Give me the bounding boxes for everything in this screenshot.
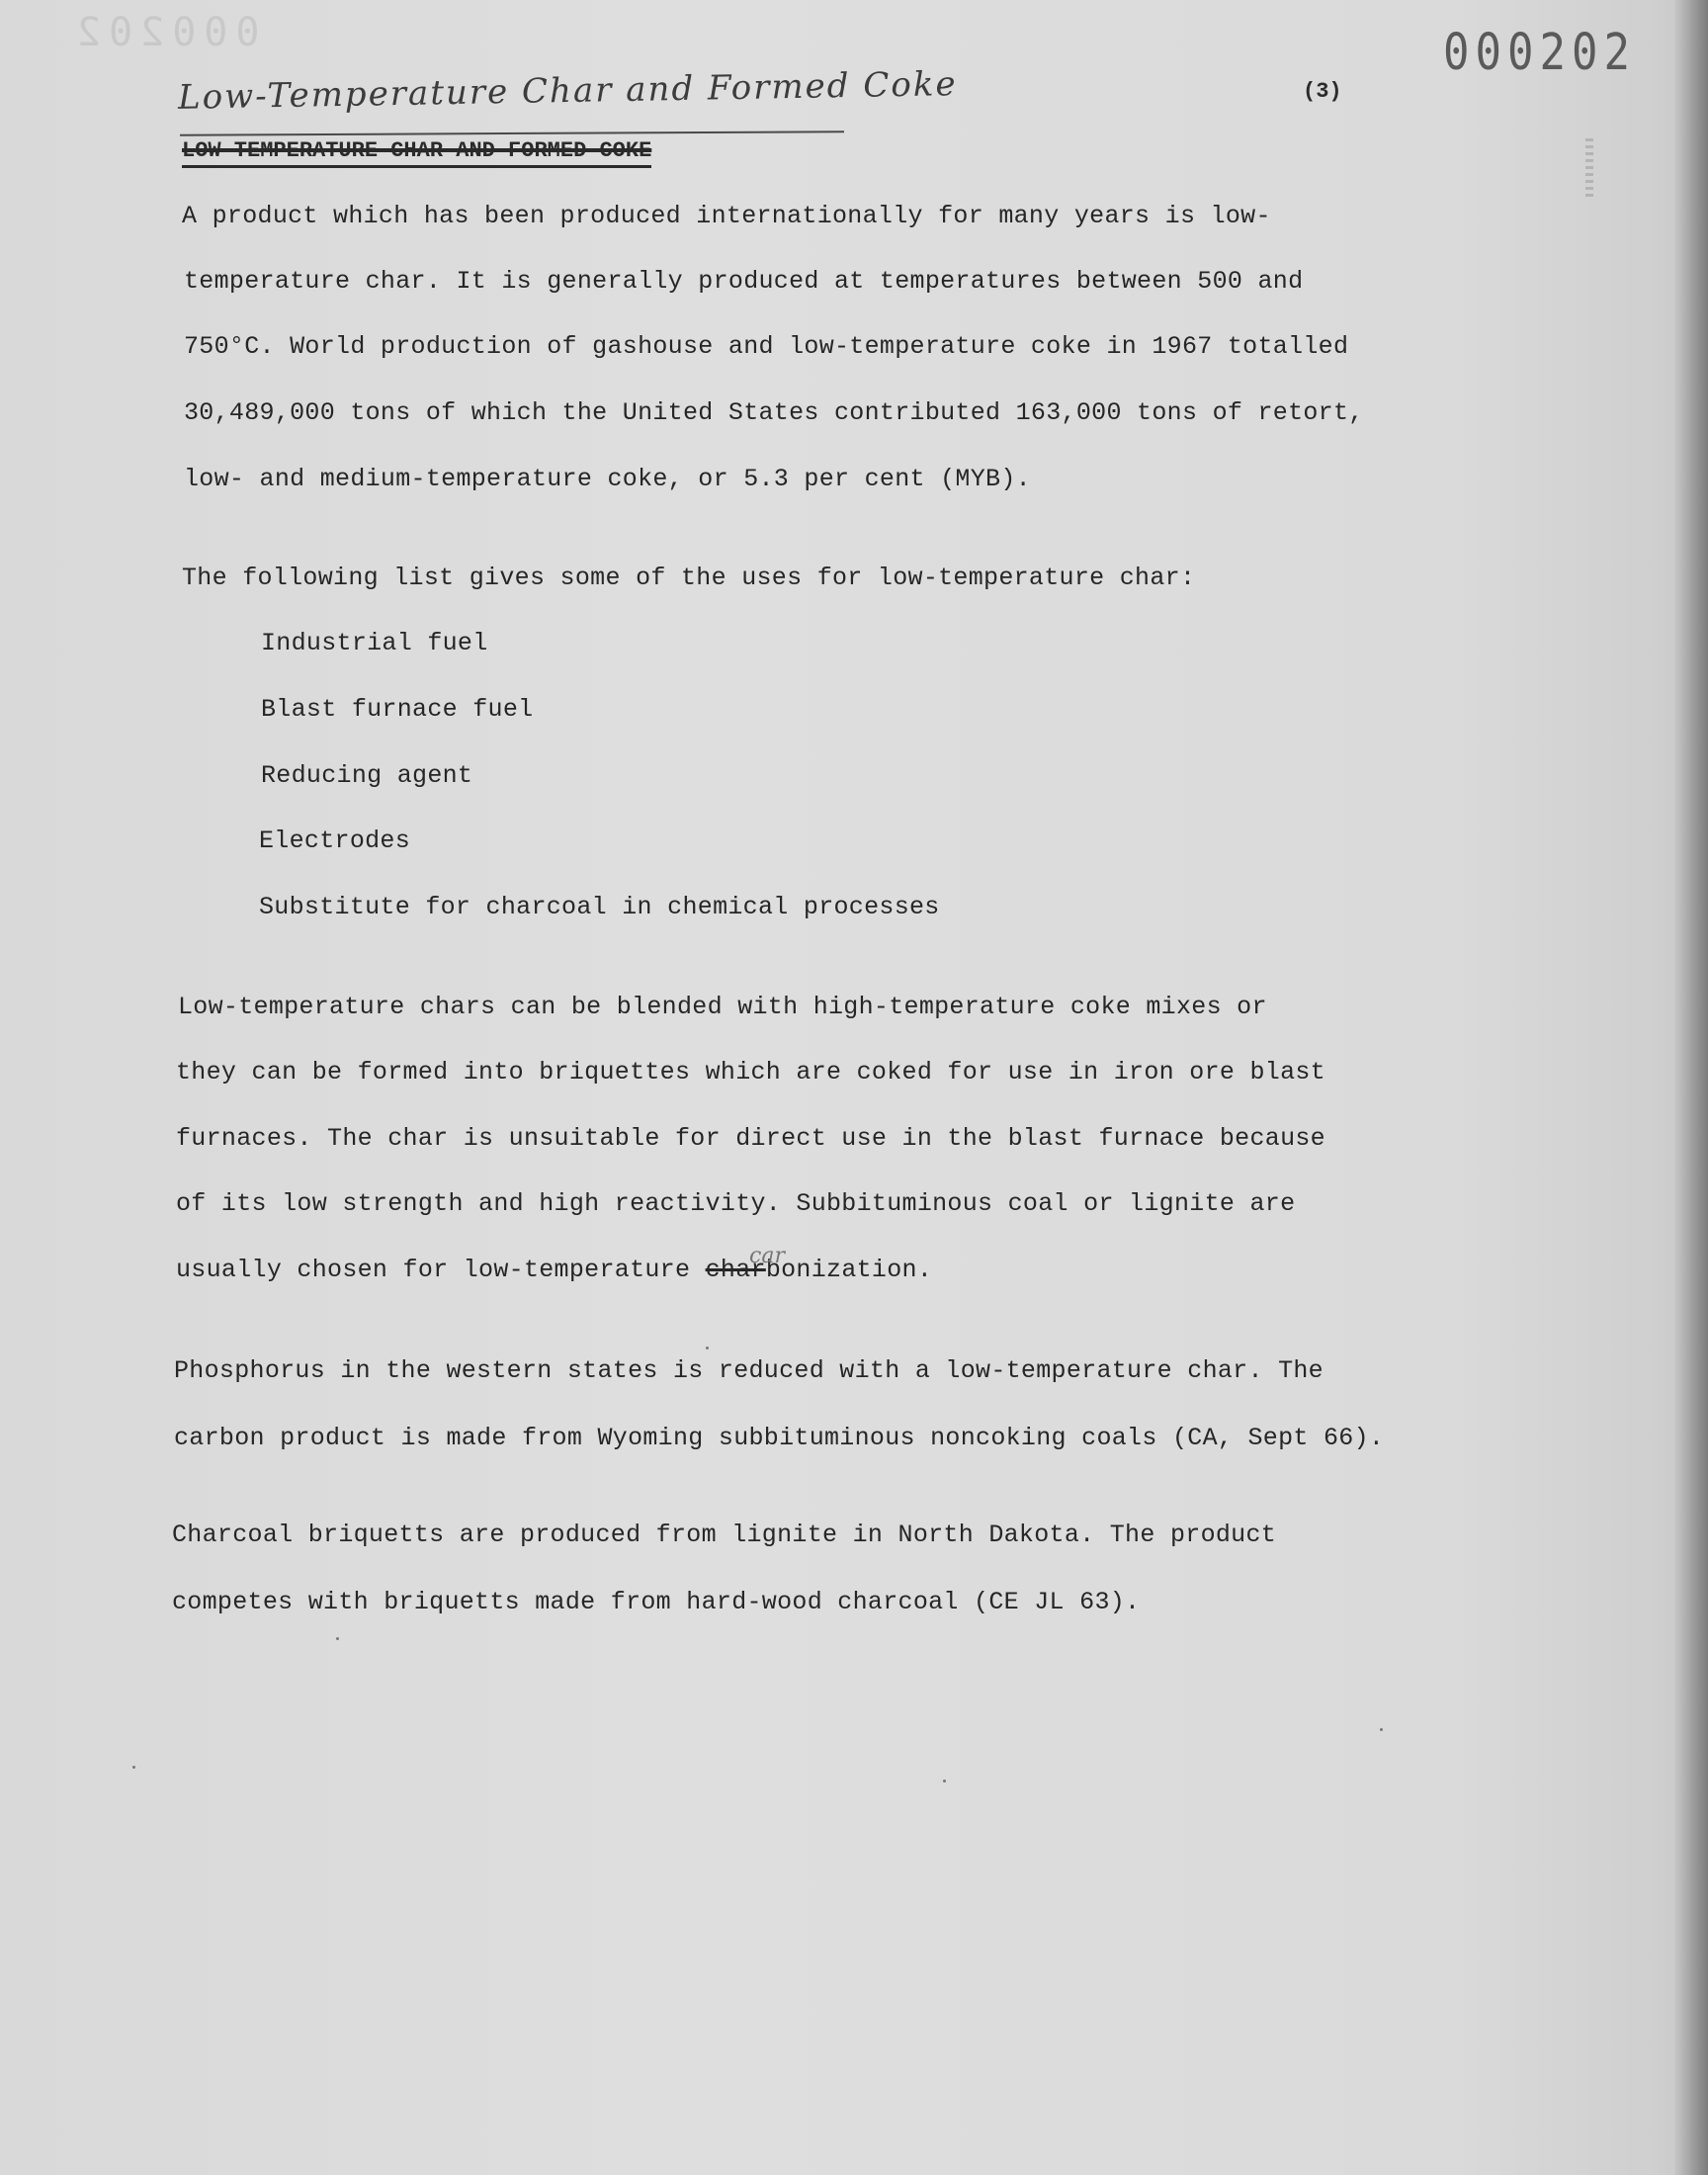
- text-after-correction: bonization.: [765, 1256, 933, 1284]
- page-number: (3): [1303, 79, 1342, 104]
- handwritten-insertion: car: [749, 1244, 785, 1268]
- paragraph4-line: Charcoal briquetts are produced from lignite in North Dakota. The product: [172, 1521, 1277, 1549]
- list-item: Electrodes: [259, 826, 411, 855]
- bleed-through-number: 000202: [69, 10, 260, 55]
- paragraph3-line: carbon product is made from Wyoming subbituminous noncoking coals (CA, Sept 66).: [174, 1424, 1385, 1452]
- scan-speck: [1380, 1728, 1383, 1731]
- struck-text: char: [705, 1256, 766, 1284]
- scan-speck: [943, 1780, 946, 1783]
- scan-speck: [336, 1637, 339, 1640]
- list-intro: The following list gives some of the uses for low-temperature char:: [182, 564, 1196, 592]
- text-before-correction: usually chosen for low-temperature: [176, 1256, 706, 1284]
- handwritten-underline: [180, 130, 844, 136]
- paragraph2-last-line: [176, 1256, 932, 1284]
- scan-edge-shadow: [1674, 0, 1708, 2175]
- list-item: Substitute for charcoal in chemical processes: [259, 893, 940, 921]
- paragraph4-line: competes with briquetts made from hard-wood charcoal (CE JL 63).: [172, 1588, 1141, 1616]
- document-number: 000202: [1443, 24, 1636, 82]
- paragraph1-line: A product which has been produced internationally for many years is low-: [182, 202, 1271, 230]
- paragraph1-line: low- and medium-temperature coke, or 5.3 per cent (MYB).: [184, 465, 1031, 493]
- paragraph1-line: 750°C. World production of gashouse and low-temperature coke in 1967 totalled: [184, 332, 1349, 361]
- paragraph3-line: Phosphorus in the western states is reduced with a low-temperature char. The: [174, 1356, 1324, 1385]
- paragraph2-line: furnaces. The char is unsuitable for direct use in the blast furnace because: [176, 1124, 1325, 1153]
- margin-smudge: [1585, 138, 1593, 198]
- list-item: Industrial fuel: [261, 629, 488, 657]
- paragraph1-line: 30,489,000 tons of which the United States contributed 163,000 tons of retort,: [184, 398, 1364, 427]
- scan-speck: [132, 1766, 135, 1769]
- handwritten-title: Low-Temperature Char and Formed Coke: [177, 64, 958, 118]
- scan-speck: [706, 1347, 709, 1349]
- paragraph2-line: they can be formed into briquettes which are coked for use in iron ore blast: [176, 1058, 1325, 1087]
- struck-typed-title: LOW-TEMPERATURE CHAR AND FORMED COKE: [182, 138, 651, 168]
- list-item: Reducing agent: [261, 761, 473, 790]
- list-item: Blast furnace fuel: [261, 695, 534, 724]
- paragraph2-line: of its low strength and high reactivity. Subbituminous coal or lignite are: [176, 1189, 1296, 1218]
- paragraph2-line: Low-temperature chars can be blended with high-temperature coke mixes or: [178, 993, 1267, 1021]
- paragraph1-line: temperature char. It is generally produced at temperatures between 500 and: [184, 267, 1304, 296]
